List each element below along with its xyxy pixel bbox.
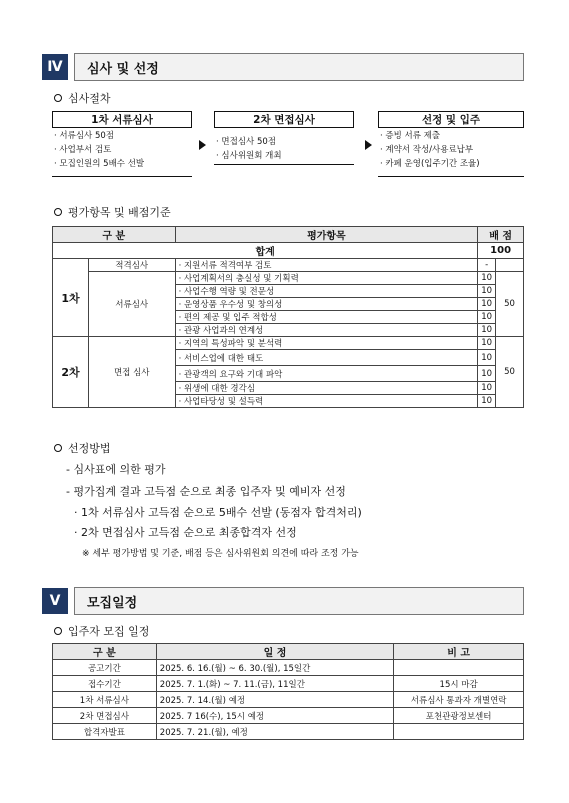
criteria-item: · 지역의 특성파악 및 분석력 — [175, 337, 478, 350]
round1-sub1-item: · 지원서류 적격여부 검토 — [175, 259, 478, 272]
round2-subtotal: 50 — [496, 337, 524, 408]
round2-label: 2차 — [53, 337, 89, 408]
selection-line: - 평가집계 결과 고득점 순으로 최종 입주자 및 예비자 선정 — [66, 485, 346, 498]
circle-bullet-icon — [54, 444, 62, 452]
step3-item: · 카페 운영(입주기간 조율) — [380, 159, 480, 169]
schedule-cell-remark: 포천관광정보센터 — [394, 708, 524, 724]
criteria-score: 10 — [478, 337, 496, 350]
step1-item: · 사업부서 검토 — [54, 145, 112, 155]
procedure-heading-text: 심사절차 — [68, 92, 111, 105]
selection-line: · 2차 면접심사 고득점 순으로 최종합격자 선정 — [74, 526, 297, 539]
round1-sub2-name: 서류심사 — [88, 272, 175, 337]
schedule-cell-remark: 15시 마감 — [394, 676, 524, 692]
schedule-cell-date: 2025. 7. 1.(화) ~ 7. 11.(금), 11일간 — [156, 676, 393, 692]
schedule-cell-date: 2025. 7 16(수), 15시 예정 — [156, 708, 393, 724]
criteria-score: 10 — [478, 285, 496, 298]
step1-item: · 모집인원의 5배수 선발 — [54, 159, 145, 169]
schedule-cell-remark — [394, 660, 524, 676]
schedule-cell-category: 2차 면접심사 — [53, 708, 157, 724]
criteria-item: · 서비스업에 대한 태도 — [175, 350, 478, 366]
total-score: 100 — [478, 243, 524, 259]
criteria-score: 10 — [478, 382, 496, 395]
criteria-score: 10 — [478, 272, 496, 285]
step1-title: 1차 서류심사 — [52, 111, 192, 128]
round1-subtotal: 50 — [496, 272, 524, 337]
step2-body — [214, 129, 354, 165]
criteria-item: · 운영상품 우수성 및 창의성 — [175, 298, 478, 311]
step2-item: · 면접심사 50점 — [216, 137, 276, 147]
criteria-header-category: 구 분 — [53, 227, 176, 243]
circle-bullet-icon — [54, 94, 62, 102]
selection-note: ※ 세부 평가방법 및 기준, 배점 등은 심사위원회 의견에 따라 조정 가능 — [82, 549, 359, 559]
section-title: 모집일정 — [74, 587, 524, 615]
schedule-cell-category: 1차 서류심사 — [53, 692, 157, 708]
round1-sub1-name: 적격심사 — [88, 259, 175, 272]
schedule-cell-category: 합격자발표 — [53, 724, 157, 740]
criteria-score: 10 — [478, 366, 496, 382]
schedule-heading-text: 입주자 모집 일정 — [68, 625, 150, 638]
schedule-cell-date: 2025. 7. 14.(월) 예정 — [156, 692, 393, 708]
step1-body — [52, 129, 192, 177]
procedure-heading — [54, 90, 111, 106]
schedule-cell-remark — [394, 724, 524, 740]
criteria-header-score: 배 점 — [478, 227, 524, 243]
total-label: 합계 — [53, 243, 478, 259]
step2-title: 2차 면접심사 — [214, 111, 354, 128]
schedule-heading — [54, 623, 149, 639]
schedule-cell-category: 접수기간 — [53, 676, 157, 692]
criteria-score: 10 — [478, 324, 496, 337]
step3-title: 선정 및 입주 — [378, 111, 524, 128]
criteria-score: 10 — [478, 311, 496, 324]
criteria-score: 10 — [478, 395, 496, 408]
criteria-item: · 관광객의 요구와 기대 파악 — [175, 366, 478, 382]
round1-sub1-score: - — [478, 259, 496, 272]
arrow-right-icon — [199, 140, 206, 150]
section-number-badge: Ⅳ — [42, 54, 68, 80]
criteria-score: 10 — [478, 350, 496, 366]
schedule-table — [52, 643, 524, 740]
criteria-item: · 사업타당성 및 설득력 — [175, 395, 478, 408]
section-number-badge: Ⅴ — [42, 588, 68, 614]
criteria-heading — [54, 204, 171, 220]
criteria-item: · 편의 제공 및 입주 적합성 — [175, 311, 478, 324]
round2-name: 면접 심사 — [88, 337, 175, 408]
criteria-item: · 관광 사업과의 연계성 — [175, 324, 478, 337]
step3-body — [378, 129, 524, 177]
criteria-item: · 위생에 대한 경각심 — [175, 382, 478, 395]
criteria-item: · 사업계획서의 충실성 및 기획력 — [175, 272, 478, 285]
selection-heading-text: 선정방법 — [68, 442, 111, 455]
step3-item: · 계약서 작성/사용료납부 — [380, 145, 474, 155]
criteria-score: 10 — [478, 298, 496, 311]
circle-bullet-icon — [54, 208, 62, 216]
round1-label: 1차 — [53, 259, 89, 337]
step1-item: · 서류심사 50점 — [54, 131, 114, 141]
schedule-header-category: 구 분 — [53, 644, 157, 660]
criteria-item: · 사업수행 역량 및 전문성 — [175, 285, 478, 298]
round1-sub1-blank — [496, 259, 524, 272]
criteria-table — [52, 226, 524, 408]
criteria-heading-text: 평가항목 및 배점기준 — [68, 206, 171, 219]
step2-item: · 심사위원회 개최 — [216, 151, 282, 161]
arrow-right-icon — [365, 140, 372, 150]
selection-line: - 심사표에 의한 평가 — [66, 463, 166, 476]
schedule-cell-remark: 서류심사 통과자 개별연락 — [394, 692, 524, 708]
schedule-header-remark: 비 고 — [394, 644, 524, 660]
selection-heading — [54, 440, 111, 456]
schedule-cell-date: 2025. 6. 16.(월) ~ 6. 30.(월), 15일간 — [156, 660, 393, 676]
selection-line: · 1차 서류심사 고득점 순으로 5배수 선발 (동점자 합격처리) — [74, 506, 362, 519]
schedule-cell-category: 공고기간 — [53, 660, 157, 676]
section-title: 심사 및 선정 — [74, 53, 524, 81]
step3-item: · 증빙 서류 제출 — [380, 131, 441, 141]
schedule-cell-date: 2025. 7. 21.(월), 예정 — [156, 724, 393, 740]
criteria-header-items: 평가항목 — [175, 227, 478, 243]
schedule-header-date: 일 정 — [156, 644, 393, 660]
circle-bullet-icon — [54, 627, 62, 635]
